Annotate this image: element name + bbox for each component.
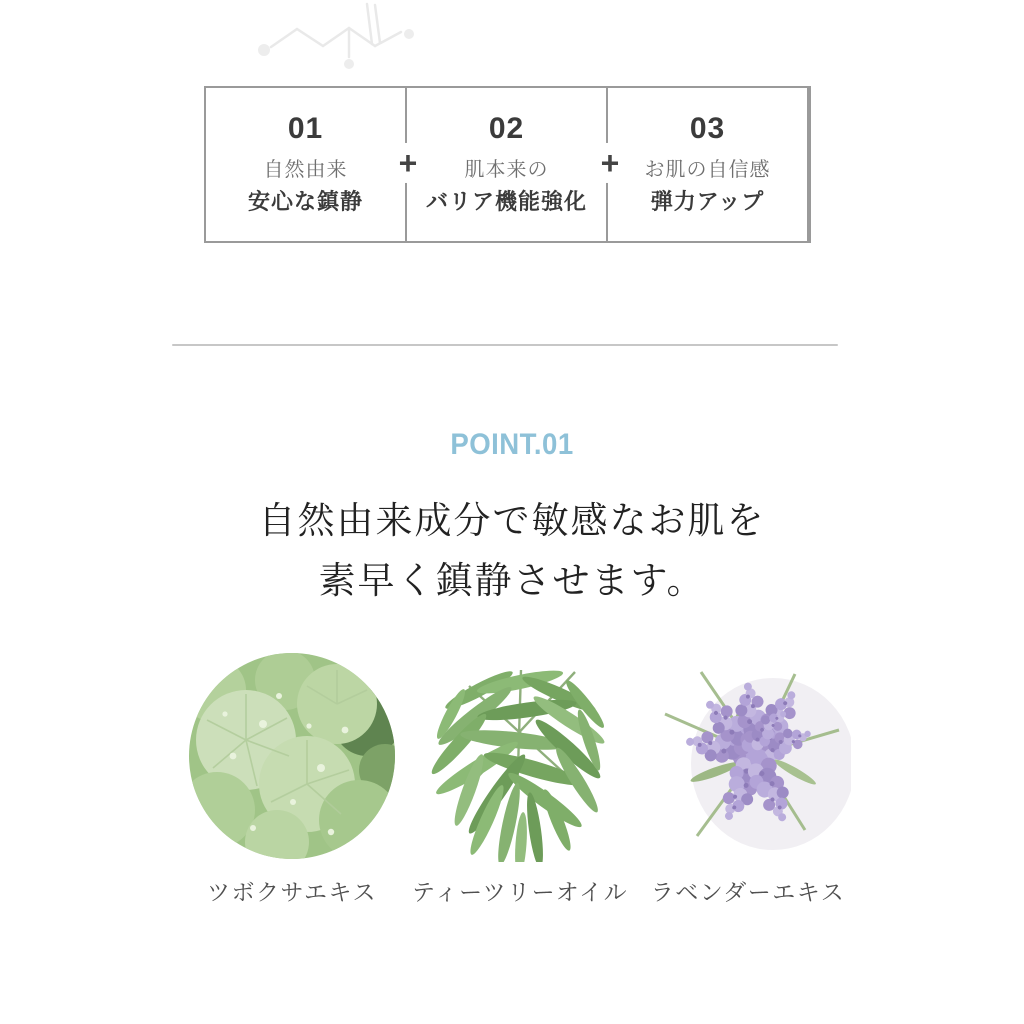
section-heading xyxy=(0,492,1024,612)
ingredient-tea-tree xyxy=(411,652,629,907)
benefits-table xyxy=(204,86,811,243)
benefit-number-2: 02 xyxy=(488,111,525,145)
ingredient-centella xyxy=(189,652,395,907)
section-heading-line1: 自然由来成分で敏感なお肌を xyxy=(258,501,766,542)
benefit-cell-1 xyxy=(206,88,407,241)
ingredient-lavender xyxy=(645,652,851,907)
ingredients-row xyxy=(189,652,851,907)
plus-separator-icon: + xyxy=(398,142,419,183)
tea-tree-leaves-photo xyxy=(417,652,623,862)
molecule-watermark-icon xyxy=(255,0,425,80)
benefit-number-3: 03 xyxy=(689,111,726,145)
benefit-subtitle-2: 肌本来の xyxy=(464,158,549,181)
ingredient-label-centella: ツボクサエキス xyxy=(206,879,378,905)
benefit-subtitle-3: お肌の自信感 xyxy=(644,158,771,181)
benefit-number-1: 01 xyxy=(287,111,324,145)
lavender-flowers-photo xyxy=(645,652,851,862)
centella-leaves-photo xyxy=(189,652,395,862)
benefit-title-2: バリア機能強化 xyxy=(425,188,587,214)
benefit-cell-3 xyxy=(608,88,809,241)
benefit-subtitle-1: 自然由来 xyxy=(263,158,348,181)
point-label: POINT.01 xyxy=(450,428,574,461)
benefit-title-3: 弾力アップ xyxy=(650,188,765,214)
section-divider xyxy=(172,344,838,346)
plus-separator-icon: + xyxy=(600,142,621,183)
benefit-cell-2 xyxy=(407,88,608,241)
ingredient-label-lavender: ラベンダーエキス xyxy=(650,879,846,905)
section-heading-line2: 素早く鎮静させます。 xyxy=(318,561,706,602)
ingredient-label-tea-tree: ティーツリーオイル xyxy=(411,879,629,905)
benefit-title-1: 安心な鎮静 xyxy=(247,188,363,214)
